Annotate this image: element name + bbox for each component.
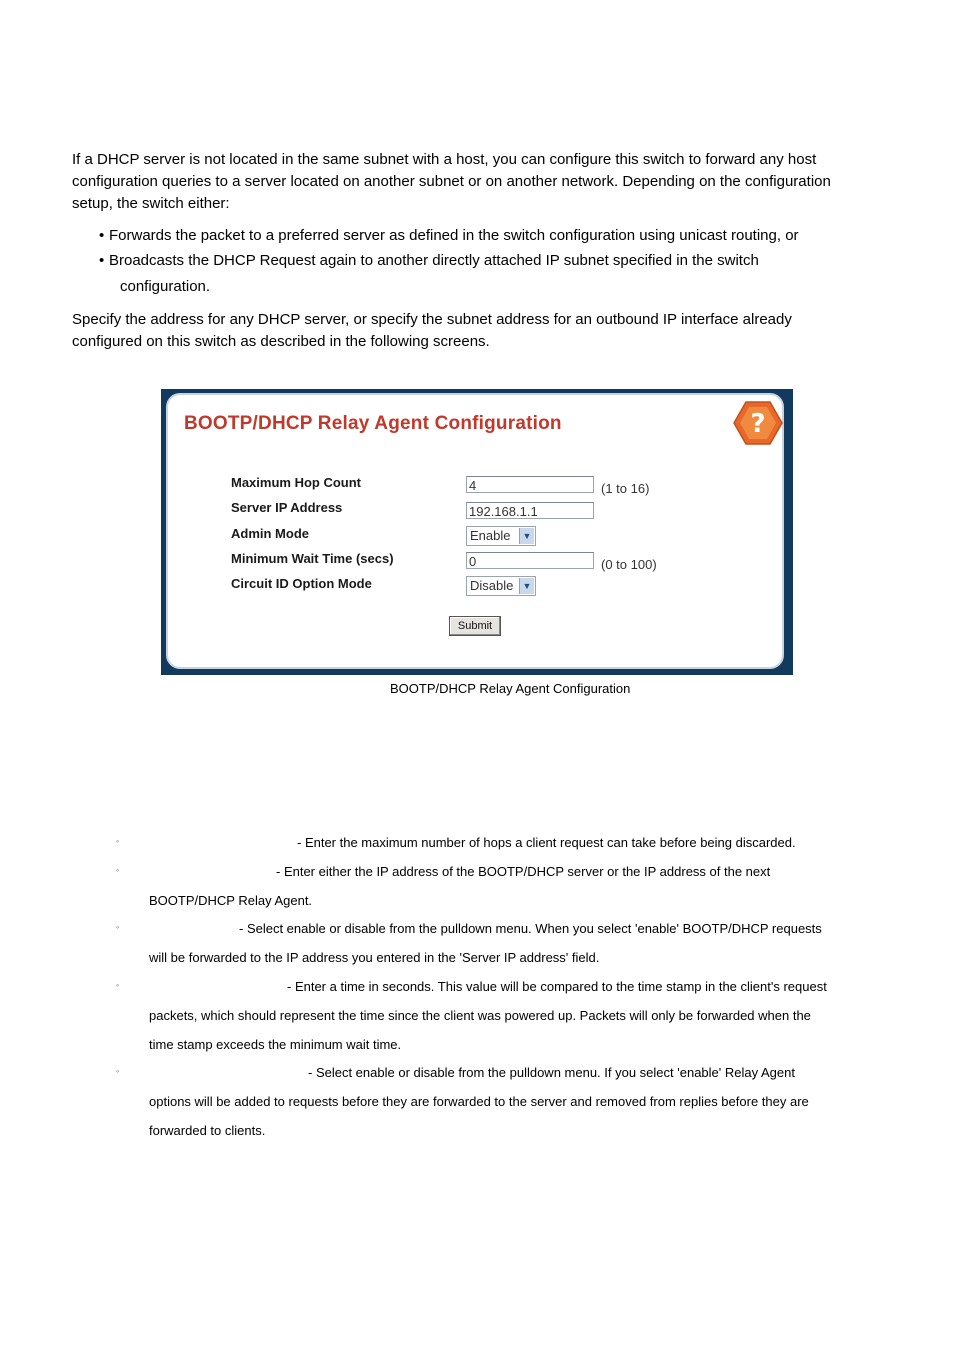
desc-circuit-id: - Select enable or disable from the pulldown menu. If you select 'enable' Relay Agent bbox=[308, 1065, 795, 1080]
bullet-text: Broadcasts the DHCP Request again to another directly attached IP subnet specified in the switch bbox=[109, 252, 759, 269]
hop-count-input[interactable]: 4 bbox=[466, 476, 594, 493]
desc-circuit-id-cont-1: options will be added to requests before they are forwarded to the server and removed from replies before they are bbox=[149, 1094, 809, 1109]
specify-paragraph bbox=[72, 309, 792, 353]
specify-line-2: configured on this switch as described in the following screens. bbox=[72, 333, 490, 350]
circuit-id-label: Circuit ID Option Mode bbox=[231, 576, 372, 591]
desc-admin-mode-cont: will be forwarded to the IP address you entered in the 'Server IP address' field. bbox=[149, 950, 600, 965]
bullet-dot-icon: • bbox=[99, 227, 105, 244]
desc-min-wait-cont-2: time stamp exceeds the minimum wait time. bbox=[149, 1037, 402, 1052]
circle-bullet-icon: ◦ bbox=[116, 836, 120, 846]
desc-admin-mode: - Select enable or disable from the pulldown menu. When you select 'enable' BOOTP/DHCP requests bbox=[239, 921, 822, 936]
chevron-down-icon: ▼ bbox=[519, 528, 534, 544]
bullet-dot-icon: • bbox=[99, 252, 105, 269]
desc-server-ip-cont: BOOTP/DHCP Relay Agent. bbox=[149, 893, 313, 908]
circle-bullet-icon: ◦ bbox=[116, 980, 120, 990]
admin-mode-value: Enable bbox=[470, 528, 511, 543]
desc-circuit-id-cont-2: forwarded to clients. bbox=[149, 1123, 266, 1138]
server-ip-label: Server IP Address bbox=[231, 500, 343, 515]
figure-caption: BOOTP/DHCP Relay Agent Configuration bbox=[390, 681, 631, 696]
bullet-item-2 bbox=[99, 250, 759, 272]
intro-line-3: setup, the switch either: bbox=[72, 195, 230, 212]
admin-mode-select[interactable] bbox=[466, 526, 536, 546]
min-wait-label: Minimum Wait Time (secs) bbox=[231, 551, 394, 566]
desc-hop-count: - Enter the maximum number of hops a client request can take before being discarded. bbox=[297, 835, 796, 850]
circle-bullet-icon: ◦ bbox=[116, 1066, 120, 1076]
config-panel bbox=[166, 393, 784, 669]
circle-bullet-icon: ◦ bbox=[116, 865, 120, 875]
circle-bullet-icon: ◦ bbox=[116, 922, 120, 932]
help-icon[interactable] bbox=[732, 400, 784, 446]
panel-title: BOOTP/DHCP Relay Agent Configuration bbox=[184, 413, 562, 434]
desc-server-ip: - Enter either the IP address of the BOOTP/DHCP server or the IP address of the next bbox=[276, 864, 771, 879]
desc-min-wait: - Enter a time in seconds. This value will be compared to the time stamp in the client's request bbox=[287, 979, 827, 994]
min-wait-input[interactable]: 0 bbox=[466, 552, 594, 569]
admin-mode-label: Admin Mode bbox=[231, 526, 309, 541]
bullet-text: Forwards the packet to a preferred server as defined in the switch configuration using unicast routing, or bbox=[109, 227, 799, 244]
hop-count-label: Maximum Hop Count bbox=[231, 475, 361, 490]
chevron-down-icon: ▼ bbox=[519, 578, 534, 594]
circuit-id-value: Disable bbox=[470, 578, 514, 593]
config-screenshot bbox=[161, 389, 793, 675]
specify-line-1: Specify the address for any DHCP server, or specify the subnet address for an outbound IP interface already bbox=[72, 311, 792, 328]
circuit-id-select[interactable] bbox=[466, 576, 536, 596]
intro-line-2: configuration queries to a server located on another subnet or on another network. Depending on the configuration bbox=[72, 173, 831, 190]
desc-min-wait-cont-1: packets, which should represent the time since the client was powered up. Packets will only be forwarded when the bbox=[149, 1008, 811, 1023]
bullet-item-2-cont: configuration. bbox=[120, 278, 211, 295]
hop-count-range: (1 to 16) bbox=[601, 481, 650, 496]
intro-line-1: If a DHCP server is not located in the same subnet with a host, you can configure this switch to forward any host bbox=[72, 151, 817, 168]
help-symbol: ? bbox=[750, 409, 766, 439]
server-ip-input[interactable]: 192.168.1.1 bbox=[466, 502, 594, 519]
min-wait-range: (0 to 100) bbox=[601, 557, 657, 572]
submit-button[interactable]: Submit bbox=[449, 616, 501, 636]
bullet-item-1 bbox=[99, 225, 799, 247]
intro-paragraph bbox=[72, 149, 831, 215]
